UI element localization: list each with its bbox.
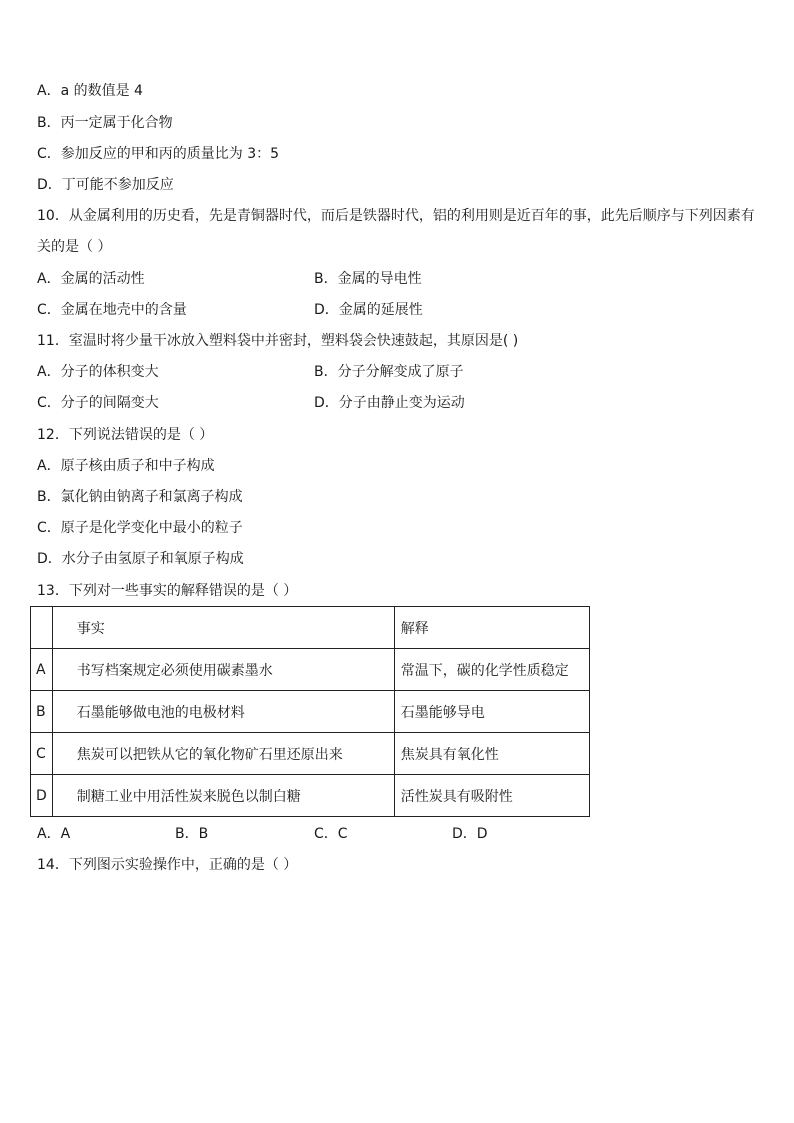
table-cell-label: A — [31, 649, 53, 691]
q13-facts-table — [30, 606, 590, 817]
q12-option-d: D．水分子由氢原子和氧原子构成 — [37, 551, 244, 567]
table-header-cell: 事实 — [52, 607, 394, 649]
q13-stem: 13．下列对一些事实的解释错误的是（ ） — [37, 583, 298, 599]
table-row — [31, 733, 590, 775]
table-header-cell: 解释 — [394, 607, 589, 649]
table-row — [31, 649, 590, 691]
table-cell-label: B — [31, 691, 53, 733]
q11-option-b: B．分子分解变成了原子 — [314, 364, 464, 380]
q9-option-a: A．a 的数值是 4 — [37, 83, 143, 99]
q11-option-d: D．分子由静止变为运动 — [314, 395, 465, 411]
q12-option-b: B．氯化钠由钠离子和氯离子构成 — [37, 489, 243, 505]
q10-stem-line2: 关的是（ ） — [37, 239, 112, 255]
q13-option-c: C．C — [314, 826, 348, 842]
q13-option-b: B．B — [175, 826, 209, 842]
table-cell-explanation: 常温下，碳的化学性质稳定 — [394, 649, 589, 691]
table-row — [31, 691, 590, 733]
q10-option-c: C．金属在地壳中的含量 — [37, 302, 187, 318]
q12-option-a: A．原子核由质子和中子构成 — [37, 458, 215, 474]
q12-option-c: C．原子是化学变化中最小的粒子 — [37, 520, 243, 536]
table-header-row — [31, 607, 590, 649]
q9-option-d: D．丁可能不参加反应 — [37, 177, 174, 193]
table-row — [31, 775, 590, 817]
table-cell-label: D — [31, 775, 53, 817]
q11-option-a: A．分子的体积变大 — [37, 364, 159, 380]
q10-option-a: A．金属的活动性 — [37, 271, 145, 287]
table-cell-fact: 焦炭可以把铁从它的氧化物矿石里还原出来 — [52, 733, 394, 775]
table-cell-explanation: 石墨能够导电 — [394, 691, 589, 733]
q13-option-d: D．D — [452, 826, 488, 842]
q10-stem-line1: 10．从金属利用的历史看，先是青铜器时代，而后是铁器时代，铝的利用则是近百年的事，此先后顺序与下列因素有 — [37, 208, 755, 224]
q9-option-c: C．参加反应的甲和丙的质量比为 3：5 — [37, 146, 280, 162]
q11-stem: 11．室温时将少量干冰放入塑料袋中并密封，塑料袋会快速鼓起，其原因是( ) — [37, 333, 519, 349]
q13-option-a: A．A — [37, 826, 71, 842]
q9-option-b: B．丙一定属于化合物 — [37, 115, 173, 131]
table-cell-explanation: 焦炭具有氧化性 — [394, 733, 589, 775]
q11-option-c: C．分子的间隔变大 — [37, 395, 159, 411]
table-cell-fact: 石墨能够做电池的电极材料 — [52, 691, 394, 733]
q10-option-b: B．金属的导电性 — [314, 271, 422, 287]
table-cell-fact: 制糖工业中用活性炭来脱色以制白糖 — [52, 775, 394, 817]
table-cell-fact: 书写档案规定必须使用碳素墨水 — [52, 649, 394, 691]
table-header-cell — [31, 607, 53, 649]
q14-stem: 14．下列图示实验操作中，正确的是（ ） — [37, 857, 298, 873]
table-cell-explanation: 活性炭具有吸附性 — [394, 775, 589, 817]
q10-option-d: D．金属的延展性 — [314, 302, 423, 318]
q12-stem: 12．下列说法错误的是（ ） — [37, 427, 214, 443]
table-cell-label: C — [31, 733, 53, 775]
